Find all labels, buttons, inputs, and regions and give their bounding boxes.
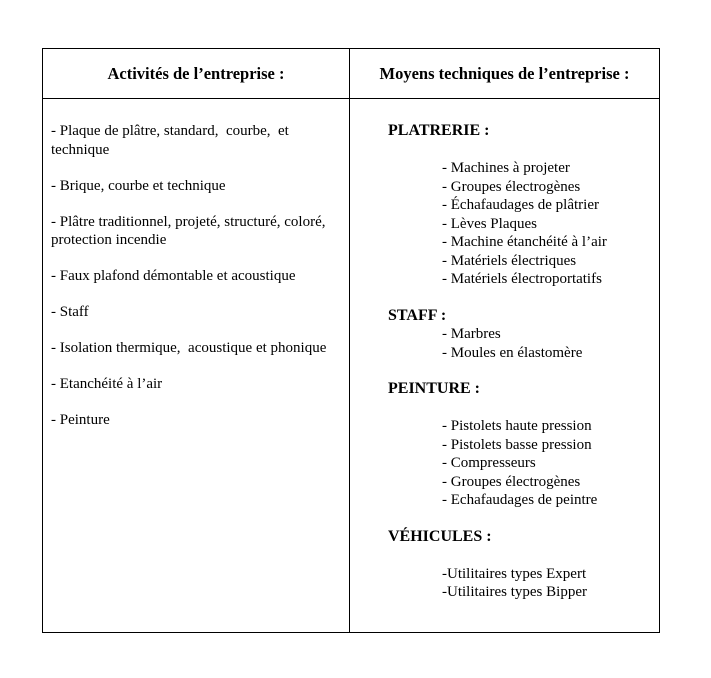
- section-items: [442, 159, 653, 289]
- section-title-peinture: PEINTURE :: [388, 380, 481, 397]
- means-item: - Machine étanchéité à l’air: [442, 234, 607, 250]
- means-item: - Échafaudages de plâtrier: [442, 197, 599, 213]
- activities-cell: [43, 99, 350, 632]
- section-items: [442, 565, 653, 602]
- section-vehicules: [388, 528, 653, 602]
- means-item: - Marbres: [442, 326, 501, 342]
- activity-item: - Etanchéité à l’air: [51, 376, 163, 392]
- means-item: - Machines à projeter: [442, 160, 570, 176]
- means-item: - Compresseurs: [442, 455, 536, 471]
- activity-item: - Brique, courbe et technique: [51, 177, 226, 194]
- means-item: - Matériels électroportatifs: [442, 271, 602, 287]
- technical-means-cell: [350, 99, 659, 632]
- means-item: - Matériels électriques: [442, 252, 577, 269]
- section-items: [442, 325, 653, 362]
- activity-item: - Isolation thermique, acoustique et phonique: [51, 340, 327, 356]
- means-item: -Utilitaires types Bipper: [442, 584, 587, 600]
- technical-means-header: Moyens techniques de l’entreprise :: [379, 63, 630, 83]
- means-item: - Groupes électrogènes: [442, 178, 581, 195]
- means-item: - Pistolets basse pression: [442, 436, 592, 453]
- section-platrerie: [388, 122, 653, 289]
- section-title-staff: STAFF :: [388, 306, 447, 324]
- means-item: - Pistolets haute pression: [442, 418, 592, 434]
- company-info-table: [42, 48, 660, 633]
- section-peinture: [388, 380, 653, 510]
- activities-header: Activités de l’entreprise :: [43, 49, 350, 98]
- means-item: - Moules en élastomère: [442, 344, 583, 361]
- activity-item: - Faux plafond démontable et acoustique: [51, 268, 296, 284]
- section-staff: [388, 307, 653, 363]
- section-title-vehicules: VÉHICULES :: [388, 527, 492, 545]
- section-items: [442, 417, 653, 510]
- means-item: -Utilitaires types Expert: [442, 565, 587, 582]
- activity-item: - Peinture: [51, 412, 110, 428]
- section-title-platrerie: PLATRERIE :: [388, 122, 490, 139]
- table-body-row: [43, 99, 659, 632]
- table-header-row: [43, 49, 659, 99]
- activity-item: - Plâtre traditionnel, projeté, structuré, coloré, protection incendie: [51, 213, 333, 248]
- means-item: - Lèves Plaques: [442, 215, 537, 232]
- means-item: - Echafaudages de peintre: [442, 492, 598, 508]
- activity-item: - Staff: [51, 304, 89, 320]
- means-item: - Groupes électrogènes: [442, 473, 581, 490]
- activity-item: - Plaque de plâtre, standard, courbe, et technique: [51, 123, 293, 158]
